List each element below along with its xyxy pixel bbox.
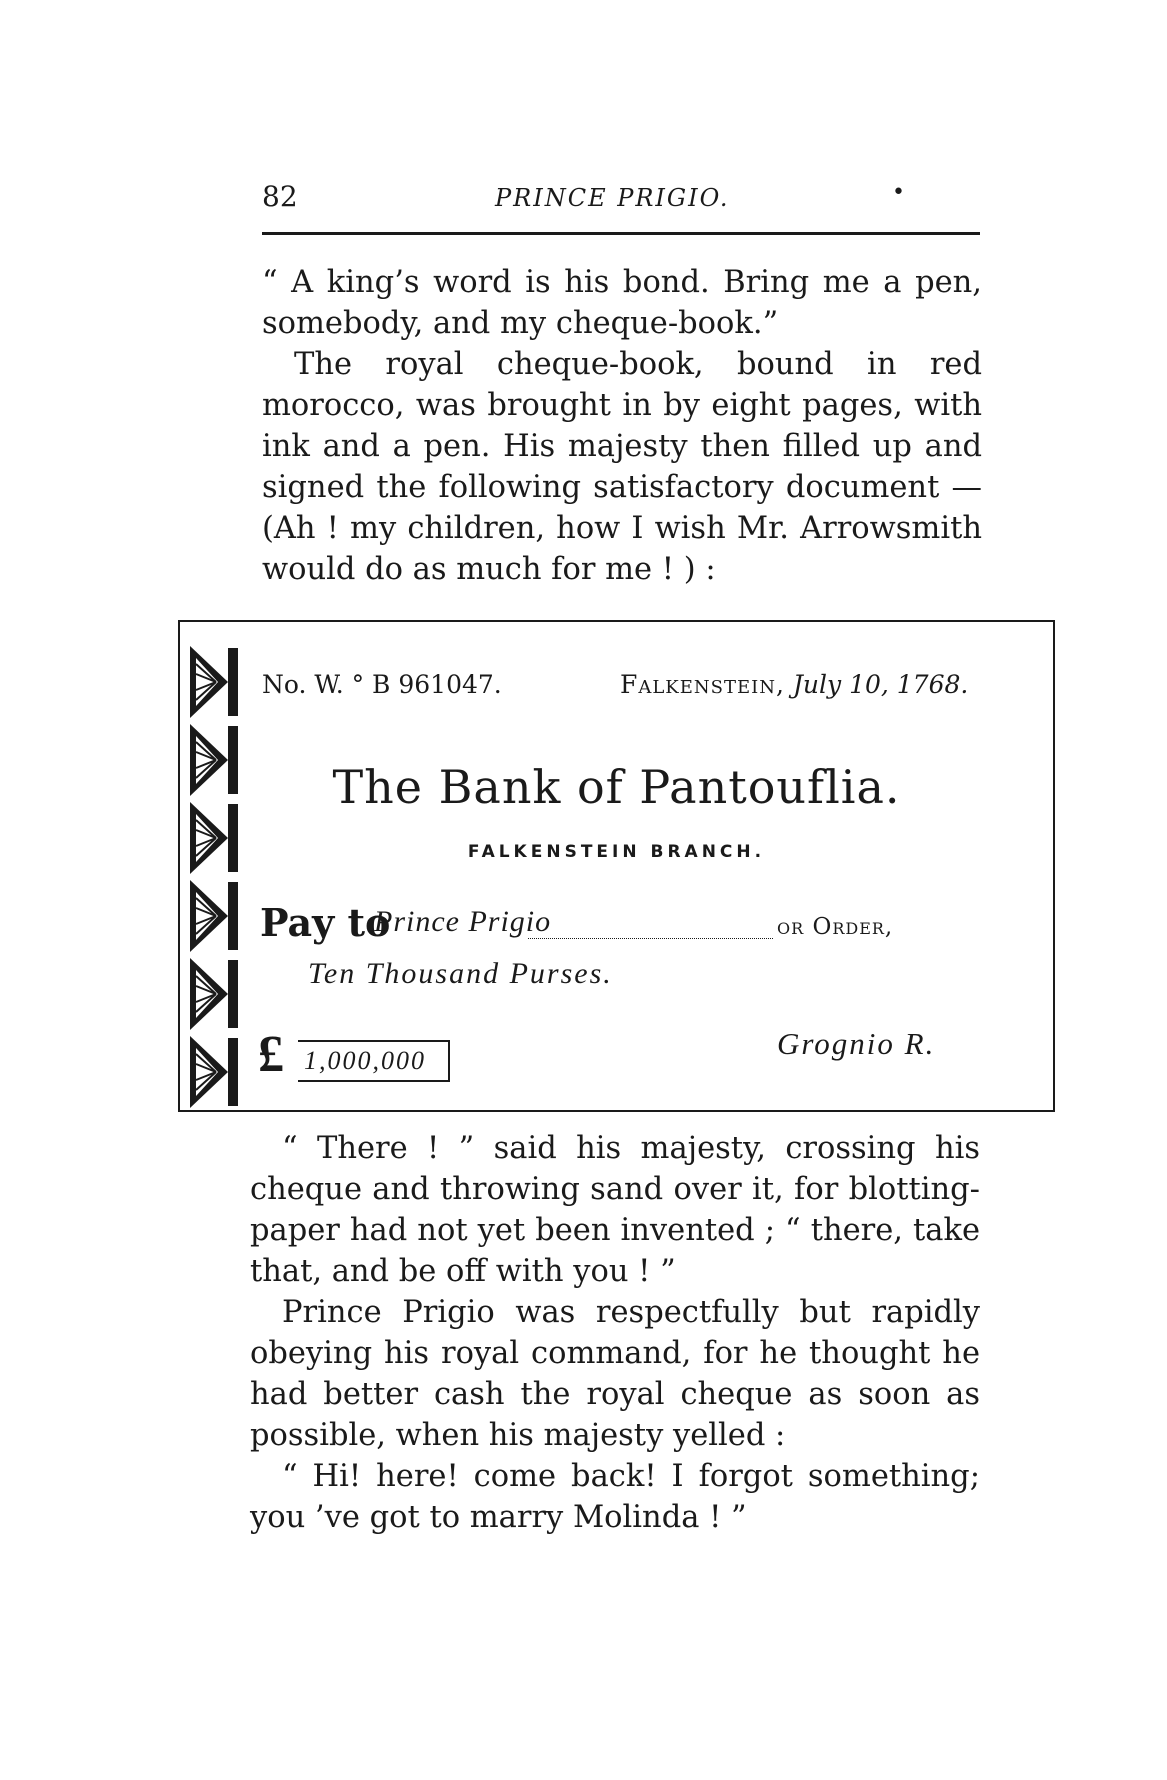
header-dot: • bbox=[892, 180, 905, 205]
paragraph: “ There ! ” said his majesty, crossing his cheque and throwing sand over it, for blotting-paper had not yet been invented ; “ there, take that, and be off with you ! ” bbox=[250, 1131, 980, 1289]
amount-figure: 1,000,000 bbox=[304, 1046, 426, 1075]
page-number: 82 bbox=[262, 180, 298, 213]
body-text-after bbox=[250, 1128, 980, 1538]
paragraph: “ A king’s word is his bond. Bring me a pen, somebody, and my cheque-book.” bbox=[262, 265, 982, 341]
cheque-stub-ornaments bbox=[188, 644, 248, 1104]
amount-in-words: Ten Thousand Purses. bbox=[308, 957, 613, 990]
fan-ornament-icon bbox=[188, 644, 240, 720]
paragraph: Prince Prigio was respectfully but rapidly obeying his royal command, for he thought he had better cash the royal cheque as soon as possible, when his majesty yelled : bbox=[250, 1295, 980, 1453]
header-rule bbox=[262, 232, 980, 235]
body-text-before bbox=[262, 262, 982, 590]
payee-line bbox=[528, 938, 773, 939]
cheque-date: July 10, 1768. bbox=[792, 670, 969, 699]
paragraph: “ Hi! here! come back! I forgot something; you ’ve got to marry Molinda ! ” bbox=[250, 1459, 980, 1535]
bank-name: The Bank of Pantouflia. bbox=[332, 760, 901, 814]
signature: Grognio R. bbox=[777, 1026, 936, 1061]
cheque-number: No. W. ° B 961047. bbox=[262, 670, 502, 699]
pay-label: Pay to bbox=[260, 900, 391, 945]
fan-ornament-icon bbox=[188, 878, 240, 954]
page-header bbox=[262, 180, 980, 220]
paragraph: The royal cheque-book, bound in red morocco, was brought in by eight pages, with ink and a pen. His majesty then filled up and signed the following satisfactory document — (Ah ! my children, how I wish Mr. Arrowsmith would do as much for me ! ) : bbox=[262, 347, 982, 587]
branch-name: FALKENSTEIN BRANCH. bbox=[467, 842, 766, 862]
cheque bbox=[178, 620, 1055, 1112]
fan-ornament-icon bbox=[188, 1034, 240, 1110]
cheque-place-date bbox=[620, 670, 968, 699]
running-title: PRINCE PRIGIO. bbox=[495, 184, 730, 212]
amount-box bbox=[298, 1040, 450, 1082]
or-order-label: or Order, bbox=[777, 914, 894, 940]
cheque-place: Falkenstein, bbox=[620, 670, 785, 699]
payee-name: Prince Prigio bbox=[374, 905, 552, 938]
pound-sign-icon: £ bbox=[258, 1026, 284, 1083]
fan-ornament-icon bbox=[188, 956, 240, 1032]
